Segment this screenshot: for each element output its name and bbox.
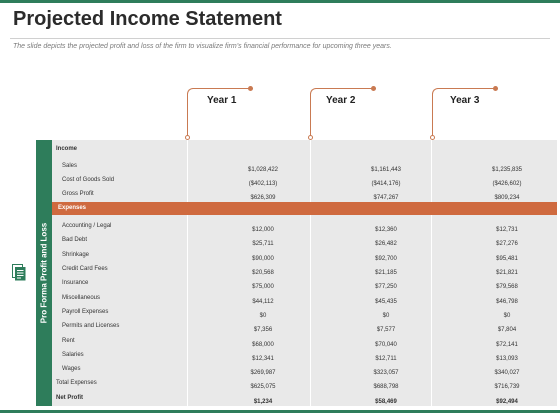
year-3-value: $1,235,835 bbox=[491, 167, 523, 173]
year-2-value: $0 bbox=[382, 313, 390, 319]
year-3-dot bbox=[493, 86, 498, 91]
row-label: Cost of Goods Sold bbox=[62, 177, 115, 183]
row-label: Payroll Expenses bbox=[62, 309, 109, 315]
year-3-value: $7,804 bbox=[497, 327, 517, 333]
year-1-value: $269,987 bbox=[250, 370, 276, 376]
year-2-value: $92,700 bbox=[375, 256, 397, 262]
table-row bbox=[52, 334, 557, 349]
bottom-accent-bar bbox=[0, 410, 560, 413]
year-1-value: $44,112 bbox=[252, 299, 274, 305]
year-3-value: $0 bbox=[503, 313, 511, 319]
year-3-value: $12,731 bbox=[496, 227, 518, 233]
year-3-connector bbox=[465, 88, 495, 89]
table-row bbox=[52, 348, 557, 363]
year-3-value: $21,821 bbox=[496, 270, 518, 276]
year-2-value: $77,250 bbox=[375, 284, 397, 290]
row-label: Insurance bbox=[62, 280, 89, 286]
table-row bbox=[52, 262, 557, 277]
table-row bbox=[52, 233, 557, 248]
year-2-value: $688,798 bbox=[373, 384, 399, 390]
year-3-value: $72,141 bbox=[496, 342, 518, 348]
year-1-value: $75,000 bbox=[252, 284, 274, 290]
row-label: Permits and Licenses bbox=[62, 323, 120, 329]
row-label: Accounting / Legal bbox=[62, 223, 112, 229]
year-1-value: $20,568 bbox=[252, 270, 274, 276]
year-3-value: $13,093 bbox=[496, 356, 518, 362]
total-expenses-row bbox=[52, 376, 557, 391]
year-2-dot bbox=[371, 86, 376, 91]
year-3-value: ($426,602) bbox=[492, 181, 522, 187]
table-row bbox=[52, 159, 557, 174]
year-2-connector bbox=[343, 88, 373, 89]
income-heading: Income bbox=[56, 146, 78, 152]
table-row bbox=[52, 173, 557, 188]
row-label: Credit Card Fees bbox=[62, 266, 108, 272]
row-label: Gross Profit bbox=[62, 191, 94, 197]
year-2-value: $70,040 bbox=[375, 342, 397, 348]
year-1-value: $7,356 bbox=[253, 327, 273, 333]
year-1-value: $626,309 bbox=[250, 195, 276, 201]
year-1-value: $68,000 bbox=[252, 342, 274, 348]
year-3-value: $340,027 bbox=[494, 370, 520, 376]
year-1-value: ($402,113) bbox=[248, 181, 278, 187]
table-row bbox=[52, 305, 557, 320]
year-1-value: $12,341 bbox=[252, 356, 274, 362]
year-1-value: $1,028,422 bbox=[247, 167, 279, 173]
year-1-value: $90,000 bbox=[252, 256, 274, 262]
income-statement-table bbox=[52, 140, 557, 406]
row-label: Wages bbox=[62, 366, 81, 372]
year-1-connector bbox=[220, 88, 250, 89]
page-title: Projected Income Statement bbox=[13, 8, 282, 30]
table-row bbox=[52, 187, 557, 202]
expenses-heading-band bbox=[52, 202, 557, 215]
page-subtitle: The slide depicts the projected profit and loss of the firm to visualize firm’s financial performance for upcoming three years. bbox=[13, 43, 392, 50]
top-accent-bar bbox=[0, 0, 560, 3]
year-2-label: Year 2 bbox=[326, 95, 356, 106]
year-3-value: $716,739 bbox=[494, 384, 520, 390]
year-2-value: $747,267 bbox=[373, 195, 399, 201]
row-label: Rent bbox=[62, 338, 75, 344]
year-1-value: $12,000 bbox=[252, 227, 274, 233]
year-3-value: $79,568 bbox=[496, 284, 518, 290]
year-1-value: $625,075 bbox=[250, 384, 276, 390]
table-row bbox=[52, 319, 557, 334]
row-label: Shrinkage bbox=[62, 252, 90, 258]
year-2-value: $323,057 bbox=[373, 370, 399, 376]
row-label: Sales bbox=[62, 163, 78, 169]
year-2-value: $7,577 bbox=[376, 327, 396, 333]
year-1-value: $0 bbox=[259, 313, 267, 319]
year-2-value: $58,469 bbox=[375, 399, 397, 405]
year-2-value: $12,711 bbox=[375, 356, 397, 362]
year-1-dot bbox=[248, 86, 253, 91]
table-row bbox=[52, 219, 557, 234]
side-banner-label: Pro Forma Profit and Loss bbox=[39, 222, 49, 324]
table-row bbox=[52, 362, 557, 377]
year-2-value: $12,360 bbox=[375, 227, 397, 233]
table-row bbox=[52, 248, 557, 263]
row-label: Miscellaneous bbox=[62, 295, 101, 301]
title-divider bbox=[10, 38, 550, 39]
expenses-heading: Expenses bbox=[58, 205, 87, 211]
document-list-icon bbox=[12, 264, 26, 281]
year-3-value: $809,234 bbox=[494, 195, 520, 201]
year-1-label: Year 1 bbox=[207, 95, 237, 106]
income-heading-row bbox=[52, 142, 557, 157]
year-1-value: $25,711 bbox=[252, 241, 274, 247]
year-2-value: $26,482 bbox=[375, 241, 397, 247]
table-row bbox=[52, 276, 557, 291]
year-3-value: $95,481 bbox=[496, 256, 518, 262]
row-label: Bad Debt bbox=[62, 237, 88, 243]
row-label: Net Profit bbox=[56, 395, 83, 401]
year-2-value: $1,161,443 bbox=[370, 167, 402, 173]
table-row bbox=[52, 291, 557, 306]
year-2-value: $21,185 bbox=[375, 270, 397, 276]
row-label: Total Expenses bbox=[56, 380, 97, 386]
year-2-value: ($414,176) bbox=[371, 181, 401, 187]
year-1-value: $1,234 bbox=[253, 399, 273, 405]
year-2-value: $45,435 bbox=[375, 299, 397, 305]
row-label: Salaries bbox=[62, 352, 84, 358]
year-3-value: $46,798 bbox=[496, 299, 518, 305]
year-3-label: Year 3 bbox=[450, 95, 480, 106]
net-profit-row bbox=[52, 391, 557, 406]
year-3-value: $27,276 bbox=[496, 241, 518, 247]
year-3-value: $92,494 bbox=[496, 399, 518, 405]
